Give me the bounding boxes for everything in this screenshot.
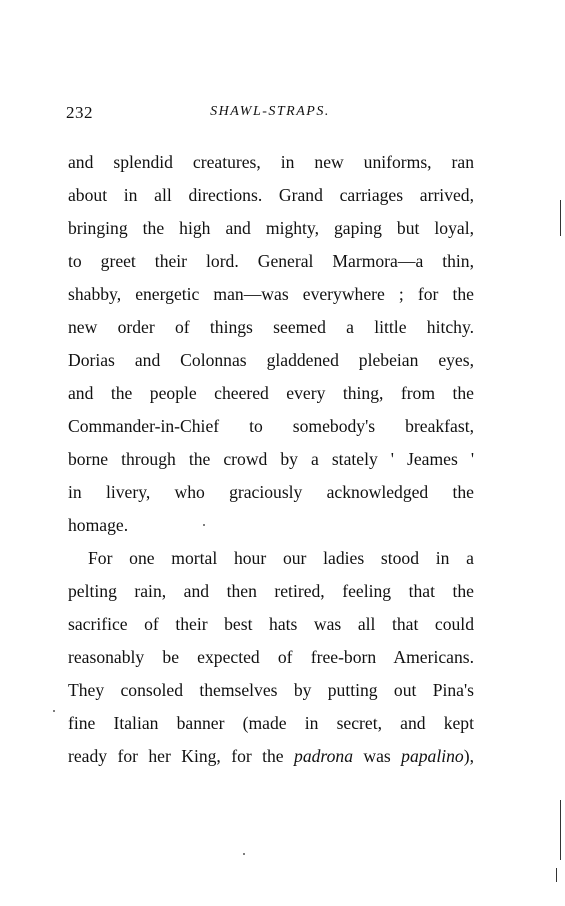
scan-speck [203,524,205,526]
text-line: sacrifice of their best hats was all that could [68,614,474,634]
text-line: pelting rain, and then retired, feeling that the [68,581,474,601]
text-line: For one mortal hour our ladies stood in a [88,548,474,568]
text-line: reasonably be expected of free-born Americans. [68,647,474,667]
scan-margin-rule [556,868,557,882]
text-line: Commander-in-Chief to somebody's breakfast, [68,416,474,436]
body-text [68,146,474,773]
text-line: fine Italian banner (made in secret, and kept [68,713,474,733]
text-line: in livery, who graciously acknowledged the [68,482,474,502]
scan-margin-rule [560,800,561,860]
text-line-last [68,740,474,773]
text-line: and splendid creatures, in new uniforms, ran [68,152,474,172]
italic-papalino: papalino [401,746,464,766]
last-line-mid: was [353,746,402,766]
italic-padrona: padrona [294,746,353,766]
text-line: bringing the high and mighty, gaping but loyal, [68,218,474,238]
running-title: SHAWL-STRAPS. [210,104,330,119]
text-line: homage. [68,515,129,535]
text-line: borne through the crowd by a stately ' Jeames ' [68,449,474,469]
page-header [66,103,474,127]
last-line-tail: ), [463,746,474,766]
text-line: Dorias and Colonnas gladdened plebeian eyes, [68,350,474,370]
text-line: shabby, energetic man—was everywhere ; for the [68,284,474,304]
text-line: and the people cheered every thing, from the [68,383,474,403]
scan-margin-rule [560,200,561,236]
last-line-lead: ready for her King, for the [68,746,295,766]
text-line: about in all directions. Grand carriages arrived, [68,185,474,205]
scan-speck [243,853,245,855]
scan-speck [53,710,55,712]
text-line: They consoled themselves by putting out Pina's [68,680,474,700]
text-line: to greet their lord. General Marmora—a thin, [68,251,474,271]
text-line: new order of things seemed a little hitchy. [68,317,474,337]
page-number: 232 [66,103,93,122]
